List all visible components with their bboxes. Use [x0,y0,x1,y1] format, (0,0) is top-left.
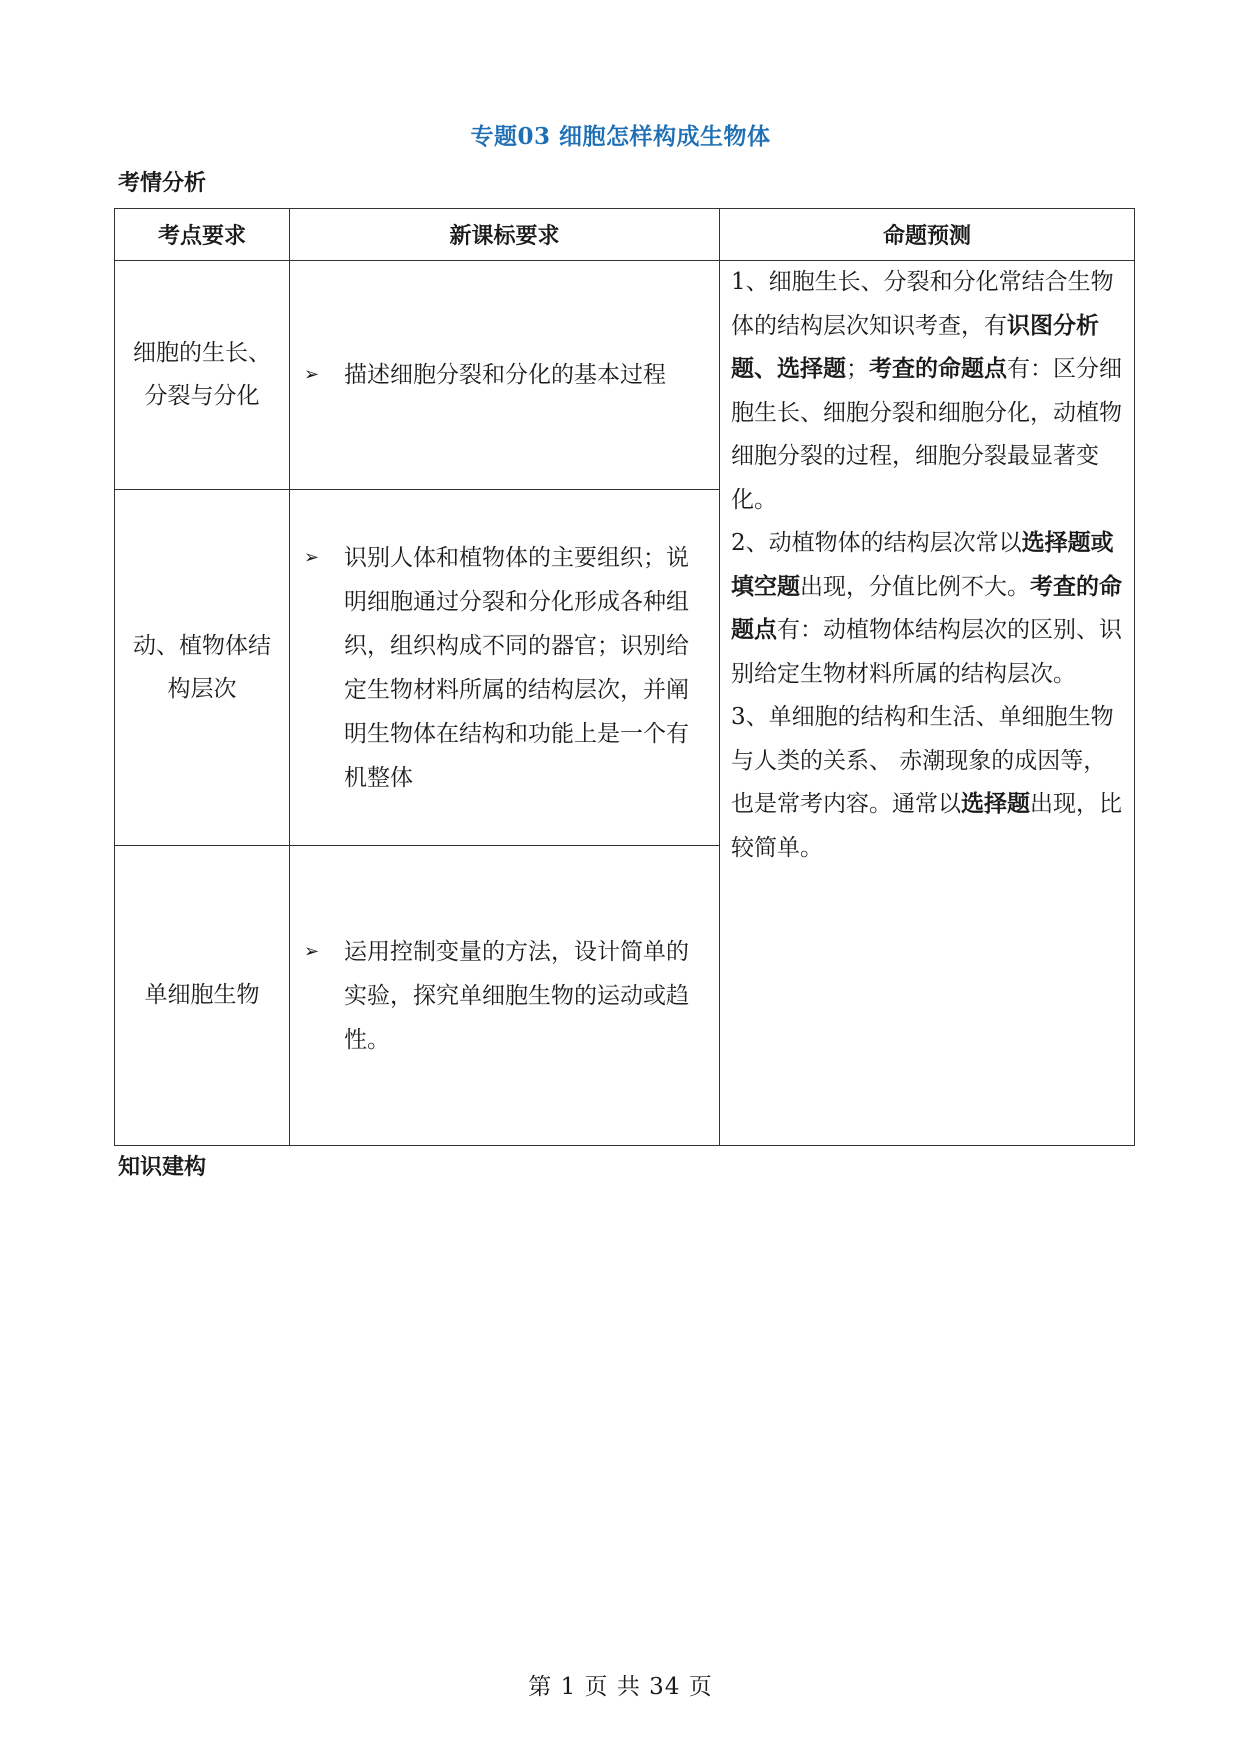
standard-cell [290,490,720,846]
table-row [115,261,1135,490]
page-footer: 第 1 页 共 34 页 [528,1674,713,1700]
header-standard: 新课标要求 [290,209,720,261]
standard-text: 描述细胞分裂和分化的基本过程 [344,362,666,388]
prediction-paragraph-3: 3、单细胞的结构和生活、单细胞生物与人类的关系、 赤潮现象的成因等，也是常考内容。通常以选择题出现，比较简单。 [731,704,1122,861]
requirement-cell: 细胞的生长、分裂与分化 [115,261,290,490]
standard-text: 运用控制变量的方法，设计简单的实验，探究单细胞生物的运动或趋性。 [344,938,689,1053]
standard-text: 识别人体和植物体的主要组织；说明细胞通过分裂和分化形成各种组织，组织构成不同的器官；识别给定生物材料所属的结构层次，并阐明生物体在结构和功能上是一个有机整体 [344,544,689,791]
prediction-cell [720,261,1135,1146]
prediction-paragraph-1: 1、细胞生长、分裂和分化常结合生物体的结构层次知识考查，有识图分析题、选择题；考查的命题点有：区分细胞生长、细胞分裂和细胞分化，动植物细胞分裂的过程，细胞分裂最显著变化。 [731,269,1122,513]
table-header-row [115,209,1135,261]
standard-cell [290,261,720,490]
section-heading-analysis: 考情分析 [118,171,207,196]
arrowhead-bullet-icon: ➢ [304,364,320,385]
page-title: 专题03 细胞怎样构成生物体 [470,123,771,150]
arrowhead-bullet-icon: ➢ [304,546,320,568]
requirement-cell: 单细胞生物 [115,846,290,1146]
standard-cell [290,846,720,1146]
section-heading-knowledge: 知识建构 [118,1155,207,1180]
arrowhead-bullet-icon: ➢ [304,940,320,962]
header-requirement: 考点要求 [115,209,290,261]
header-prediction: 命题预测 [720,209,1135,261]
requirement-cell: 动、植物体结构层次 [115,490,290,846]
analysis-table [114,208,1135,1146]
prediction-paragraph-2: 2、动植物体的结构层次常以选择题或填空题出现，分值比例不大。考查的命题点有：动植物体结构层次的区别、识别给定生物材料所属的结构层次。 [731,530,1122,687]
